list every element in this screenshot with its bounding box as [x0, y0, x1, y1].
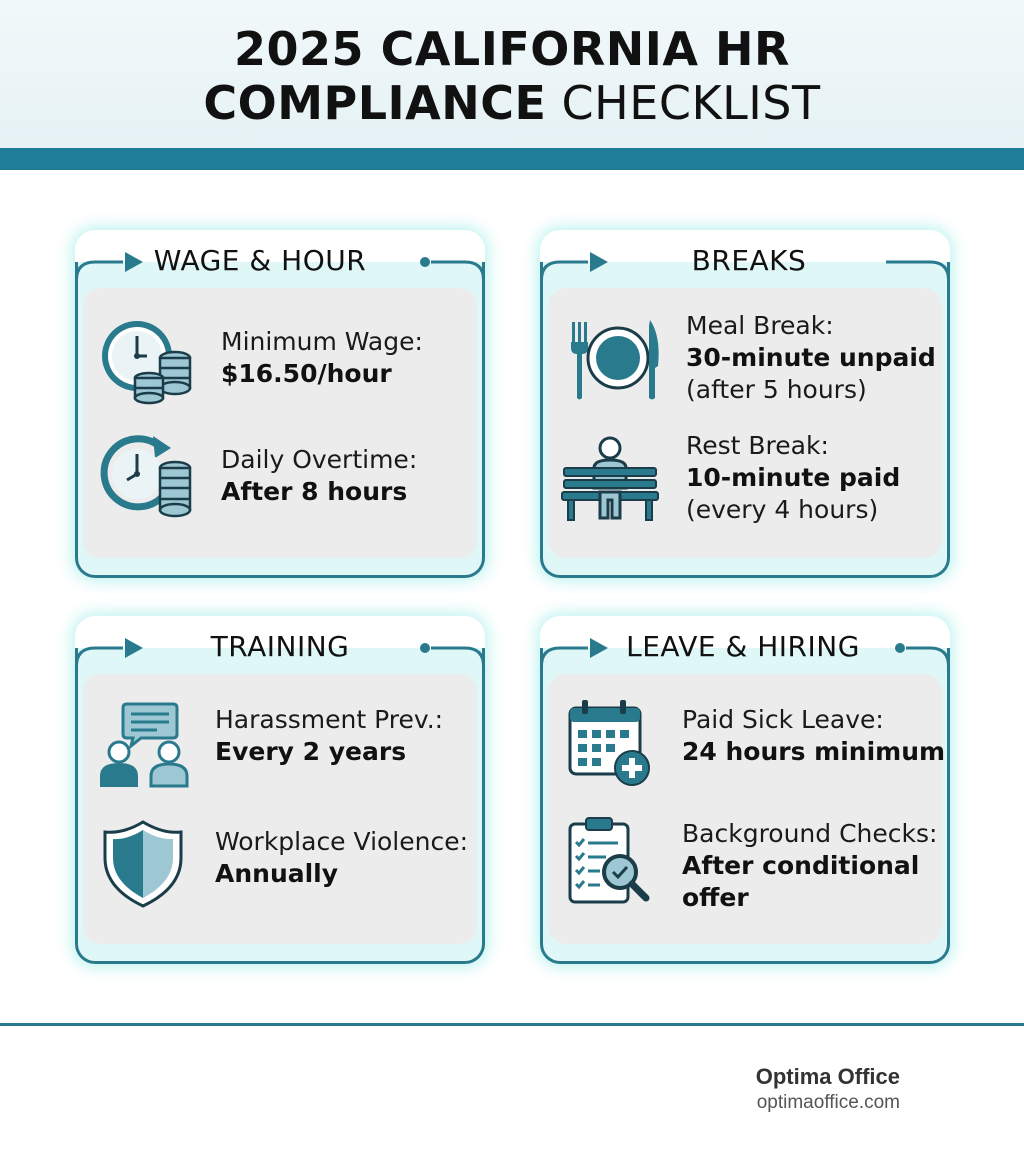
title-regular-word: CHECKLIST [546, 76, 821, 130]
card-header [540, 230, 950, 290]
card-content [83, 288, 477, 558]
item-text [682, 704, 945, 768]
item-text [686, 430, 900, 526]
breaks-card [540, 230, 950, 578]
item-value: Annually [215, 859, 339, 888]
item-text [686, 310, 936, 406]
item-value-line-2: offer [682, 883, 749, 912]
clock-coins-icon [99, 316, 199, 408]
footer-brand [756, 1064, 900, 1114]
card-header [540, 616, 950, 676]
item-value-line-1: After conditional [682, 851, 920, 880]
item-label: Rest Break: [686, 431, 829, 460]
footer-divider [0, 1023, 1024, 1026]
item-label: Workplace Violence: [215, 827, 469, 856]
item-value: 10-minute paid [686, 463, 901, 492]
section-title: BREAKS [691, 244, 807, 277]
item-text [221, 326, 423, 390]
bench-person-icon [560, 434, 660, 526]
calendar-plus-icon [562, 698, 662, 790]
card-content [548, 288, 942, 558]
item-value: After 8 hours [221, 477, 408, 506]
item-text [215, 826, 468, 890]
item-label: Minimum Wage: [221, 327, 423, 356]
leave-hiring-card [540, 616, 950, 964]
item-label: Paid Sick Leave: [682, 705, 884, 734]
people-chat-icon [99, 698, 199, 790]
item-value: Every 2 years [215, 737, 407, 766]
page-title [0, 22, 1024, 130]
training-card [75, 616, 485, 964]
overtime-clock-coins-icon [99, 432, 199, 524]
item-label: Daily Overtime: [221, 445, 418, 474]
section-title: LEAVE & HIRING [626, 630, 860, 663]
item-text [682, 818, 937, 914]
item-label: Background Checks: [682, 819, 938, 848]
section-title: WAGE & HOUR [153, 244, 367, 277]
title-bold-word: COMPLIANCE [203, 76, 547, 130]
item-value: 24 hours minimum [682, 737, 946, 766]
item-value: $16.50/hour [221, 359, 392, 388]
shield-icon [93, 818, 193, 910]
item-label: Harassment Prev.: [215, 705, 444, 734]
title-line-2 [0, 76, 1024, 130]
card-header [75, 616, 485, 676]
section-title: TRAINING [210, 630, 350, 663]
card-header [75, 230, 485, 290]
wage-hour-card [75, 230, 485, 578]
brand-url[interactable]: optimaoffice.com [756, 1092, 900, 1113]
item-note: (after 5 hours) [686, 375, 867, 404]
item-text [221, 444, 417, 508]
brand-name: Optima Office [755, 1064, 900, 1089]
card-content [548, 674, 946, 944]
header-band [0, 148, 1024, 170]
page-header [0, 0, 1024, 148]
item-note: (every 4 hours) [686, 495, 879, 524]
card-content [83, 674, 477, 944]
item-label: Meal Break: [686, 311, 834, 340]
clipboard-search-icon [562, 814, 662, 910]
meal-plate-icon [562, 314, 662, 404]
item-value: 30-minute unpaid [686, 343, 936, 372]
title-line-1: 2025 CALIFORNIA HR [234, 22, 790, 76]
item-text [215, 704, 443, 768]
